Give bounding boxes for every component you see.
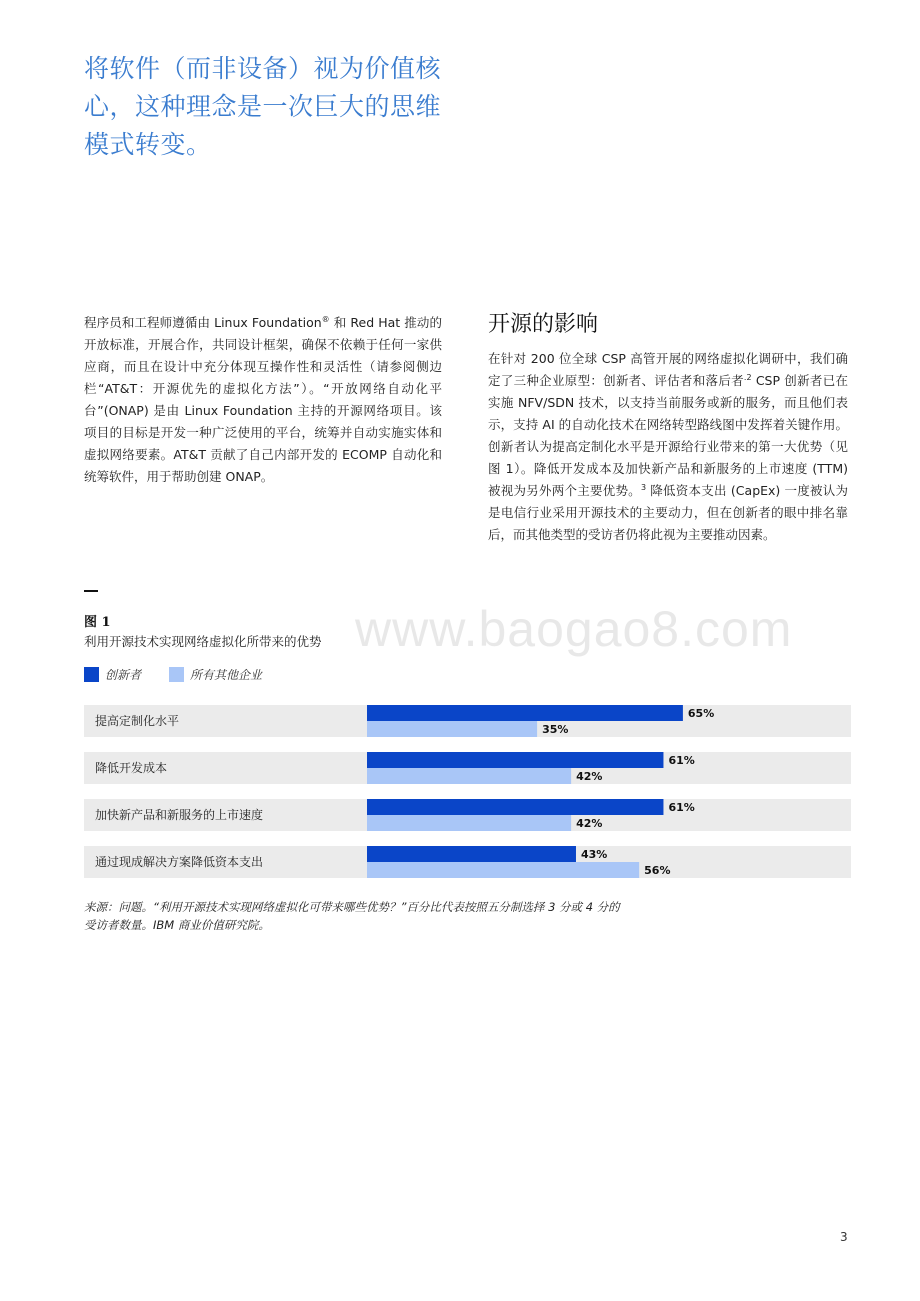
chart-legend <box>84 666 290 683</box>
bar-innovators <box>367 752 663 768</box>
data-label: 61% <box>668 801 695 814</box>
category-label: 降低开发成本 <box>95 761 168 775</box>
right-column-text-1: 在针对 200 位全球 CSP 高管开展的网络虚拟化调研中，我们确定了三种企业原型：创新者、评估者和落后者 <box>488 351 848 388</box>
left-column-text-1: 程序员和工程师遵循由 Linux Foundation <box>84 315 322 330</box>
page-number: 3 <box>840 1230 848 1244</box>
bar-chart <box>84 705 852 885</box>
data-label: 43% <box>580 848 608 861</box>
data-label: 65% <box>687 707 715 720</box>
legend-item-innovators <box>84 666 141 683</box>
right-column-body <box>488 348 848 546</box>
pull-quote: 将软件（而非设备）视为价值核心，这种理念是一次巨大的思维模式转变。 <box>84 54 442 159</box>
source-note-line-1: 来源：问题。“利用开源技术实现网络虚拟化可带来哪些优势？”百分比代表按照五分制选择 3 分或 4 分的 <box>84 900 620 914</box>
category-label: 通过现成解决方案降低资本支出 <box>95 855 264 869</box>
watermark: www.baogao8.com <box>355 601 793 657</box>
legend-label-innovators: 创新者 <box>105 668 142 682</box>
right-column-text-2: CSP 创新者已在实施 NFV/SDN 技术，以支持当前服务或新的服务，而且他们表示，支持 AI 的自动化技术在网络转型路线图中发挥着关键作用。创新者认为提高定制化水平是开源给行业带来的第一大优势（见图 1）。降低开发成本及加快新产品和新服务的上市速度 (TTM) 被视为另外两个主要优势。 <box>488 373 848 498</box>
source-note <box>84 898 684 934</box>
figure-caption: 利用开源技术实现网络虚拟化所带来的优势 <box>84 634 322 649</box>
data-label: 42% <box>576 817 603 830</box>
footnote-ref-3: 3 <box>640 482 647 492</box>
bar-others <box>367 815 571 831</box>
figure-label: 图 1 <box>84 615 111 630</box>
bar-others <box>367 768 571 784</box>
section-title: 开源的影响 <box>488 312 599 337</box>
data-label: 35% <box>542 723 569 736</box>
bar-innovators <box>367 705 683 721</box>
category-label: 加快新产品和新服务的上市速度 <box>95 808 264 822</box>
footnote-ref-2: .2 <box>743 372 752 382</box>
right-column-text-3: 降低资本支出 (CapEx) 一度被认为是电信行业采用开源技术的主要动力，但在创新者的眼中排名靠后，而其他类型的受访者仍将此视为主要推动因素。 <box>488 483 848 542</box>
figure-divider <box>84 590 98 592</box>
legend-item-others <box>169 666 262 683</box>
bar-innovators <box>367 846 576 862</box>
data-label: 42% <box>576 770 603 783</box>
data-label: 61% <box>668 754 695 767</box>
bar-others <box>367 862 639 878</box>
left-column-body <box>84 312 442 488</box>
legend-swatch-others <box>169 667 184 682</box>
category-label: 提高定制化水平 <box>95 714 180 728</box>
data-label: 56% <box>644 864 671 877</box>
left-column-text-2: 和 Red Hat 推动的开放标准，开展合作，共同设计框架，确保不依赖于任何一家供应商，而且在设计中充分体现互操作性和灵活性（请参阅侧边栏“AT&T：开源优先的虚拟化方法”）。“开放网络自动化平台”(ONAP) 是由 Linux Foundation 主持的开源网络项目。该项目的目标是开发一种广泛使用的平台，统筹并自动实施实体和虚拟网络要素。AT&T 贡献了自己内部开发的 ECOMP 自动化和统筹软件，用于帮助创建 ONAP。 <box>84 315 442 484</box>
legend-swatch-innovators <box>84 667 99 682</box>
source-note-line-2: 受访者数量。IBM 商业价值研究院。 <box>84 918 270 932</box>
registered-mark: ® <box>321 314 330 324</box>
bar-innovators <box>367 799 663 815</box>
legend-label-others: 所有其他企业 <box>190 668 263 682</box>
right-column <box>488 308 848 546</box>
bar-others <box>367 721 537 737</box>
